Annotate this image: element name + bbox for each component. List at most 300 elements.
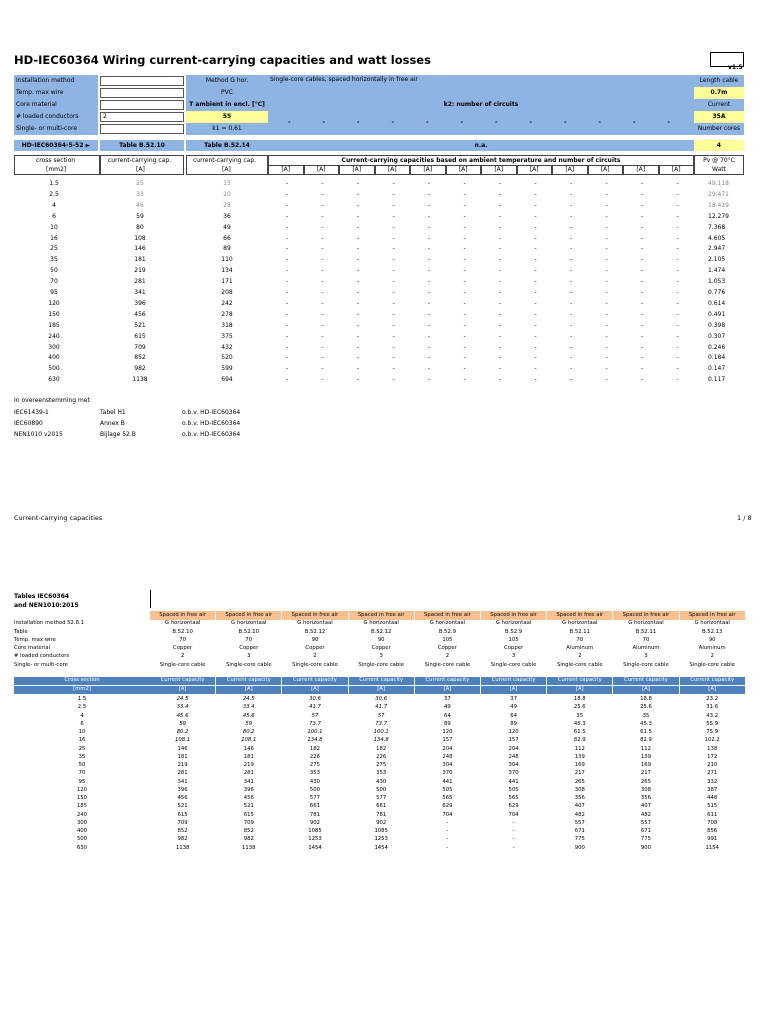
conformity-basis: o.b.v. HD-IEC60364 [182,420,241,427]
reference-capacity-value: 139 [640,753,652,760]
single-multi-core-row-label: Single- or multi-core [14,662,68,668]
loaded-conductors-value: 3 [511,653,516,659]
reference-cross-section: 240 [76,811,88,818]
installation-method-value: G horizontaal [562,620,598,626]
reference-capacity-value: 248 [508,753,519,760]
circuit-value: - [676,376,679,384]
reference-capacity-value: 281 [177,770,188,777]
single-multi-core-value: Single-core cable [424,662,471,668]
circuit-value: - [286,180,289,187]
circuit-value: - [676,332,679,340]
core-material-value: Aluminum [698,645,726,651]
installation-method-value: G horizontaal [694,620,730,626]
cross-section-value: 2.5 [49,190,59,198]
table-value: B.52.10 [238,629,260,635]
reference-capacity-value: 356 [574,795,585,801]
circuit-value: - [641,223,644,231]
circuit-value: - [392,212,395,220]
ccc1-value: 1138 [132,376,148,384]
installation-method-value: G horizontaal [628,620,664,626]
circuit-value: - [463,201,466,209]
circuit-value: - [605,289,608,296]
length-cable-field[interactable]: 0.7m [694,87,744,99]
circuit-unit-label: [A] [387,166,397,173]
circuit-value: - [534,289,537,296]
reference-capacity-value: 45.3 [573,720,586,727]
reference-capacity-value: 61.5 [640,729,652,735]
circuit-value: - [321,256,324,264]
circuit-value: - [428,299,431,307]
circuit-value: - [357,201,360,209]
reference-cross-section: 10 [78,729,86,735]
circuit-value: - [286,223,289,231]
ccc1-value: 521 [134,321,146,329]
current-label: Current [694,99,744,111]
reference-capacity-value: 900 [640,844,652,851]
temp-max-wire-value: 90 [311,637,319,643]
installation-method-value: G horizontaal [231,620,267,626]
reference-cross-section: 6 [80,720,84,727]
conformity-standard: IEC60890 [14,420,43,427]
conformity-basis: o.b.v. HD-IEC60364 [182,431,241,438]
reference-capacity-value: 120 [442,729,453,735]
circuit-value: - [463,212,466,220]
ccc1-unit: [A] [136,166,145,173]
reference-cross-section: 500 [76,836,88,843]
cross-section-unit-heading: [mm2] [14,686,150,694]
reference-cross-section: 630 [76,844,88,851]
reference-capacity-value: 709 [243,819,254,826]
circuit-value: - [286,354,289,362]
t-ambient-field[interactable]: 55 [186,111,268,123]
ccc2-value: 318 [221,321,233,329]
ccc1-value: 281 [134,278,146,286]
reference-capacity-value: 982 [243,836,254,843]
circuit-unit-label: [A] [671,166,681,173]
reference-capacity-value: 61.5 [573,729,586,735]
circuit-value: - [534,212,537,220]
circuit-value: - [357,299,360,307]
circuit-value: - [641,343,644,351]
circuit-value: - [641,190,644,198]
circuit-value: - [534,223,537,231]
circuit-value: - [428,376,431,384]
reference-capacity-value: 611 [707,811,718,818]
reference-capacity-value: 108.1 [241,737,257,744]
loaded-conductors-value: 3 [644,653,648,659]
ccc1-value: 46 [136,201,144,209]
pv-value: 2.105 [708,256,726,264]
circuit-value: - [392,354,395,362]
circuit-value: - [676,245,679,253]
circuit-value: - [570,190,573,198]
ccc1-value: 80 [136,223,144,231]
cross-section-value: 185 [48,321,60,329]
ccc1-value: 146 [134,245,146,253]
loaded-conductors-field[interactable]: 2 [100,112,184,122]
circuit-value: - [605,354,608,362]
reference-capacity-value: 441 [508,778,519,785]
reference-capacity-value: 217 [574,770,585,777]
circuit-value: - [392,343,395,351]
reference-capacity-value: 59 [245,720,253,727]
ccc2-unit: [A] [222,166,231,173]
number-cores-label: Number cores [694,123,744,135]
circuit-value: - [357,180,360,187]
reference-capacity-value: 430 [376,778,387,785]
reference-capacity-value: 82.9 [573,737,586,744]
ccc2-value: 278 [221,310,233,318]
circuit-value: - [641,354,644,362]
tables-title-line2: and NEN1010:2015 [14,602,79,609]
reference-capacity-value: 1454 [374,844,388,851]
reference-capacity-value: 23.2 [706,696,719,702]
circuit-value: - [286,256,289,264]
installation-method-row-label: Installation method 52.8.1 [14,620,85,626]
loaded-conductors-value: 2 [313,653,317,659]
reference-capacity-value: 441 [442,778,453,785]
reference-capacity-value: 146 [177,745,188,752]
circuit-value: - [499,289,502,296]
current-capacity-heading: Current capacity [282,677,347,685]
cross-section-value: 500 [48,365,60,373]
k2-circuits-area [268,111,694,135]
cross-section-value: 1.5 [49,180,59,187]
circuit-value: - [463,310,466,318]
table-value: B.52.11 [635,629,657,635]
installation-method-value: G horizontaal [297,620,333,626]
reference-capacity-value: 708 [707,819,718,826]
circuit-value: - [641,310,644,318]
reference-capacity-value: 671 [574,828,585,834]
circuit-value: - [463,376,466,384]
circuit-value: - [321,190,324,198]
cross-section-value: 240 [48,332,60,340]
circuit-value: - [534,190,537,198]
circuit-value: - [570,223,573,231]
reference-capacity-value: 982 [177,836,188,843]
circuit-value: - [570,376,573,384]
k2-dash: - [288,119,291,126]
circuit-value: - [641,267,644,275]
circuit-value: - [676,365,679,373]
reference-capacity-value: 902 [376,819,387,826]
circuit-value: - [463,190,466,198]
circuit-value: - [321,343,324,351]
column-heading: Spaced in free air [481,611,546,620]
reference-capacity-value: 577 [376,795,387,801]
reference-capacity-value: 557 [640,819,652,826]
ccc1-value: 982 [134,365,146,373]
loaded-conductors-value: 3 [247,653,251,659]
ccc1-value: 615 [134,332,146,340]
temp-max-wire-field[interactable] [100,88,184,98]
circuit-value: - [321,310,324,318]
circuit-value: - [570,180,573,187]
circuit-value: - [357,245,360,253]
circuit-value: - [534,299,537,307]
reference-capacity-value: 89 [444,720,451,727]
installation-method-value: G horizontaal [495,620,532,626]
current-capacity-unit: [A] [415,686,480,694]
circuit-value: - [570,299,573,307]
circuit-value: - [499,321,502,329]
circuit-value: - [499,278,502,286]
loaded-conductors-row-label: # loaded conductors [14,653,70,659]
installation-method-value: G horizontaal [363,620,399,626]
circuit-value: - [570,267,573,275]
cross-section-value: 300 [48,343,60,351]
circuit-value: - [286,267,289,275]
cross-section-value: 4 [52,201,56,209]
circuit-value: - [428,212,431,220]
circuit-value: - [605,256,608,264]
circuit-value: - [321,332,324,340]
reference-capacity-value: 900 [574,844,585,851]
circuit-value: - [534,310,537,318]
reference-cross-section: 150 [76,795,88,801]
reference-capacity-value: 629 [508,803,519,810]
circuit-value: - [392,180,395,187]
installation-method-label: Installation method [14,75,98,87]
pv-value: 0.184 [708,354,726,362]
circuit-value: - [321,201,324,209]
reference-capacity-value: 557 [574,819,585,826]
current-capacity-heading: Current capacity [150,677,215,685]
reference-capacity-value: 120 [508,729,519,735]
ccc2-value: 171 [221,278,233,286]
circuit-value: - [357,343,360,351]
reference-capacity-value: 30.6 [375,696,388,702]
reference-capacity-value: 45.6 [242,712,255,719]
circuit-value: - [605,332,608,340]
table-value: B.52.9 [505,629,523,635]
core-material-value: Copper [173,645,193,651]
reference-capacity-value: 430 [309,778,321,785]
reference-capacity-value: 615 [177,811,188,818]
pv-value: 0.614 [708,299,726,307]
reference-cross-section: 25 [78,745,86,752]
circuit-value: - [357,310,360,318]
cross-section-value: 6 [52,212,56,220]
circuit-value: - [463,299,466,307]
table-value: B.52.12 [304,629,326,635]
current-capacity-heading: Current capacity [415,677,480,685]
circuit-value: - [499,190,502,198]
circuit-value: - [321,267,324,275]
reference-capacity-value: 169 [574,762,585,768]
reference-cross-section: 400 [76,828,88,834]
circuit-value: - [605,278,608,286]
reference-capacity-value: 134.8 [373,737,389,744]
ambient-title: Current-carrying capacities based on ambient temperature and number of circuits [341,157,621,164]
circuit-unit-label: [A] [352,166,362,173]
circuit-value: - [392,299,395,307]
circuit-value: - [676,354,679,362]
installation-method-field[interactable] [100,76,184,86]
circuit-value: - [676,190,679,198]
circuit-value: - [392,267,395,275]
reference-capacity-value: 521 [177,803,188,810]
circuit-value: - [534,365,537,373]
reference-capacity-value: 852 [243,828,254,834]
reference-capacity-value: 500 [309,786,321,793]
reference-capacity-value: 33.4 [176,704,189,711]
reference-capacity-value: 169 [640,762,652,768]
temp-max-wire-label: Temp. max wire [14,87,98,99]
temp-max-wire-value: 70 [245,637,253,643]
length-cable-label: Length cable [694,75,744,87]
reference-capacity-value: 31.6 [706,704,719,711]
circuit-value: - [499,299,502,307]
k2-dash: - [564,119,567,126]
circuit-value: - [286,365,289,373]
circuit-value: - [676,299,679,307]
circuit-value: - [286,332,289,340]
version-label: v1.5 [728,64,743,71]
circuit-value: - [641,299,644,307]
reference-capacity-value: 1085 [374,828,388,834]
circuit-value: - [321,354,324,362]
circuit-value: - [357,212,360,220]
pv-value: 0.398 [708,321,726,329]
reference-capacity-value: 24.5 [242,696,255,702]
cross-section-value: 10 [50,223,58,231]
reference-capacity-value: 204 [508,745,519,752]
circuit-value: - [676,343,679,351]
reference-capacity-value: 25.6 [573,704,586,711]
k2-label: k2: number of circuits [268,99,694,111]
table-value: B.52.13 [701,629,723,635]
column-heading: Spaced in free air [415,611,480,620]
reference-capacity-value: 407 [574,803,585,810]
circuit-value: - [570,343,573,351]
reference-capacity-value: 43.2 [706,712,719,719]
ccc2-value: 599 [221,365,233,373]
circuit-value: - [676,234,679,242]
reference-capacity-value: - [446,819,449,826]
cross-section-value: 25 [50,245,58,253]
single-multi-core-value: Single-core cable [689,662,735,668]
circuit-value: - [428,332,431,340]
current-field[interactable]: 35A [694,111,744,123]
circuit-value: - [286,201,289,209]
reference-capacity-value: 73.7 [375,720,388,727]
reference-cross-section: 300 [76,819,88,826]
number-cores-field[interactable]: 4 [694,140,744,151]
circuit-value: - [428,310,431,318]
k2-dash: - [322,119,325,126]
column-heading: Spaced in free air [216,611,281,620]
column-heading: Spaced in free air [282,611,347,620]
material-value: PVC [186,87,268,99]
circuit-value: - [676,256,679,264]
circuit-value: - [570,212,573,220]
reference-capacity-value: 775 [640,836,652,843]
k2-dash: - [495,119,498,126]
circuit-value: - [463,365,466,373]
reference-capacity-value: 80.2 [242,729,255,735]
ccc2-value: 36 [223,212,231,220]
circuit-value: - [286,321,289,329]
circuit-value: - [534,332,537,340]
circuit-value: - [676,201,679,209]
circuit-value: - [499,343,502,351]
circuit-value: - [321,289,324,296]
reference-capacity-value: 248 [442,753,453,760]
circuit-value: - [286,376,289,384]
ccc1-value: 181 [134,256,146,264]
circuit-value: - [499,256,502,264]
reference-capacity-value: 219 [177,762,188,768]
loaded-conductors-value: 2 [710,653,714,659]
core-material-field[interactable] [100,100,184,110]
reference-capacity-value: 1154 [705,844,719,851]
cross-section-value: 400 [48,354,60,362]
circuit-value: - [428,321,431,329]
circuit-value: - [392,365,395,373]
circuit-value: - [321,321,324,329]
circuit-value: - [286,234,289,242]
temp-max-wire-row-label: Temp. max wire [14,637,56,643]
method-description-text: Single-core cables, spaced horizontally in free air [270,76,418,83]
circuit-value: - [534,267,537,275]
circuit-value: - [463,223,466,231]
conformity-title: In overeenstemming met [14,397,90,404]
reference-capacity-value: 100.1 [373,729,389,735]
reference-capacity-value: 37 [510,696,517,702]
column-heading: Spaced in free air [349,611,414,620]
circuit-value: - [428,365,431,373]
circuit-value: - [357,365,360,373]
circuit-value: - [605,365,608,373]
single-multi-core-field[interactable] [100,124,184,134]
k2-dash: - [460,119,463,126]
circuit-value: - [357,256,360,264]
circuit-value: - [428,223,431,231]
circuit-value: - [357,332,360,340]
core-material-row-label: Core material [14,645,51,651]
circuit-value: - [534,321,537,329]
k1-label: k1 = 0,61 [186,123,268,135]
table-value: B.52.9 [438,629,456,635]
circuit-value: - [286,289,289,296]
reference-capacity-value: 30.6 [309,696,321,702]
reference-capacity-value: 615 [243,811,254,818]
conformity-reference: Tabel H1 [100,409,126,416]
reference-capacity-value: - [446,828,449,834]
circuit-value: - [534,354,537,362]
ccc2-value: 110 [221,256,233,264]
table-row-label: Table [14,629,28,635]
reference-capacity-value: 82.9 [640,737,652,744]
reference-capacity-value: 157 [442,737,453,744]
reference-capacity-value: 356 [640,795,652,801]
reference-capacity-value: 515 [707,803,718,810]
circuit-value: - [499,234,502,242]
reference-capacity-value: 353 [376,770,387,777]
circuit-value: - [641,365,644,373]
pv-value: 0.117 [708,376,726,384]
circuit-value: - [428,354,431,362]
circuit-value: - [534,376,537,384]
circuit-value: - [463,267,466,275]
pv-value: 7.368 [708,223,726,231]
reference-capacity-value: 138 [707,745,718,752]
circuit-value: - [570,278,573,286]
conformity-basis: o.b.v. HD-IEC60364 [182,409,241,416]
cross-section-value: 35 [50,256,58,264]
